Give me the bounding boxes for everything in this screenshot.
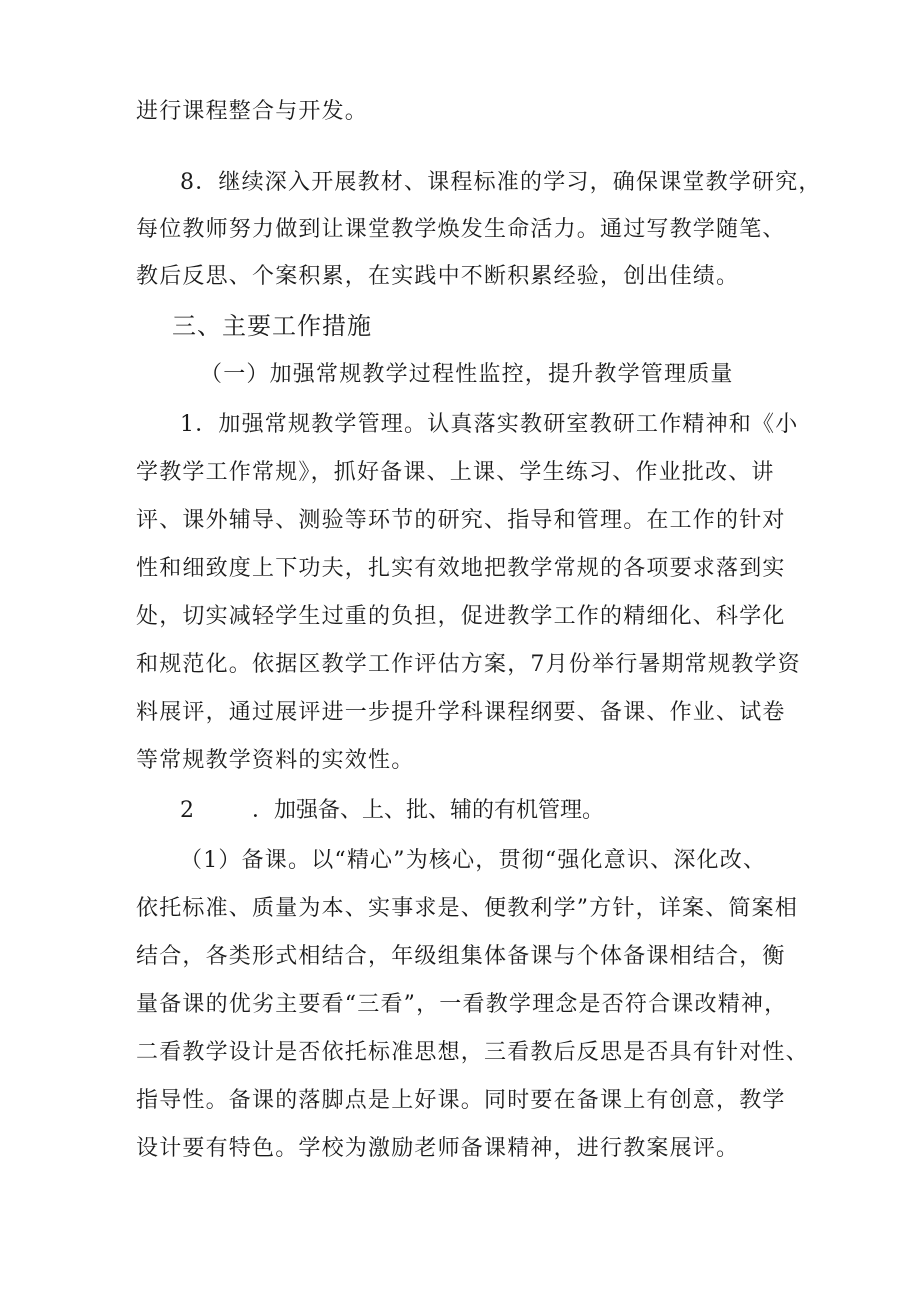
paragraph-line: 8．继续深入开展教材、课程标准的学习，确保课堂教学研究， — [180, 170, 822, 195]
paragraph-line: 性和细致度上下功夫，扎实有效地把教学常规的各项要求落到实 — [136, 556, 786, 581]
paragraph-line: 学教学工作常规》，抓好备课、上课、学生练习、作业批改、讲 — [136, 460, 775, 485]
paragraph-line: 料展评，通过展评进一步提升学科课程纲要、备课、作业、试卷 — [136, 700, 786, 725]
paragraph-line: 1．加强常规教学管理。认真落实教研室教研工作精神和《小 — [180, 412, 799, 437]
paragraph-line: 处，切实减轻学生过重的负担，促进教学工作的精细化、科学化 — [136, 604, 786, 629]
list-number: 2 — [180, 798, 194, 823]
paragraph-line: 结合，各类形式相结合，年级组集体备课与个体备课相结合，衡 — [136, 944, 786, 969]
list-item-2 — [180, 796, 604, 826]
paragraph-line: 二看教学设计是否依托标准思想，三看教后反思是否具有针对性、 — [136, 1040, 809, 1065]
list-text: ．加强备、上、批、辅的有机管理。 — [252, 798, 605, 823]
paragraph-line: 指导性。备课的落脚点是上好课。同时要在备课上有创意，教学 — [136, 1088, 786, 1113]
paragraph-line: 进行课程整合与开发。 — [136, 99, 369, 124]
paragraph-line: 和规范化。依据区教学工作评估方案，7月份举行暑期常规教学资 — [136, 652, 801, 677]
paragraph-line: 教后反思、个案积累，在实践中不断积累经验，创出佳绩。 — [136, 264, 740, 289]
subsection-heading: （一）加强常规教学过程性监控，提升教学管理质量 — [200, 362, 734, 387]
paragraph-line: （1）备课。以“精心”为核心，贯彻“强化意识、深化改、 — [180, 848, 767, 873]
paragraph-line: 评、课外辅导、测验等环节的研究、指导和管理。在工作的针对 — [136, 508, 786, 533]
paragraph-line: 等常规教学资料的实效性。 — [136, 748, 415, 773]
section-heading: 三、主要工作措施 — [172, 312, 372, 340]
paragraph-line: 设计要有特色。学校为激励老师备课精神，进行教案展评。 — [136, 1136, 740, 1161]
paragraph-line: 依托标准、质量为本、实事求是、便教利学”方针，详案、简案相 — [136, 896, 799, 921]
paragraph-line: 量备课的优劣主要看“三看”，一看教学理念是否符合课改精神， — [136, 992, 788, 1017]
paragraph-line: 每位教师努力做到让课堂教学焕发生命活力。通过写教学随笔、 — [136, 217, 786, 242]
